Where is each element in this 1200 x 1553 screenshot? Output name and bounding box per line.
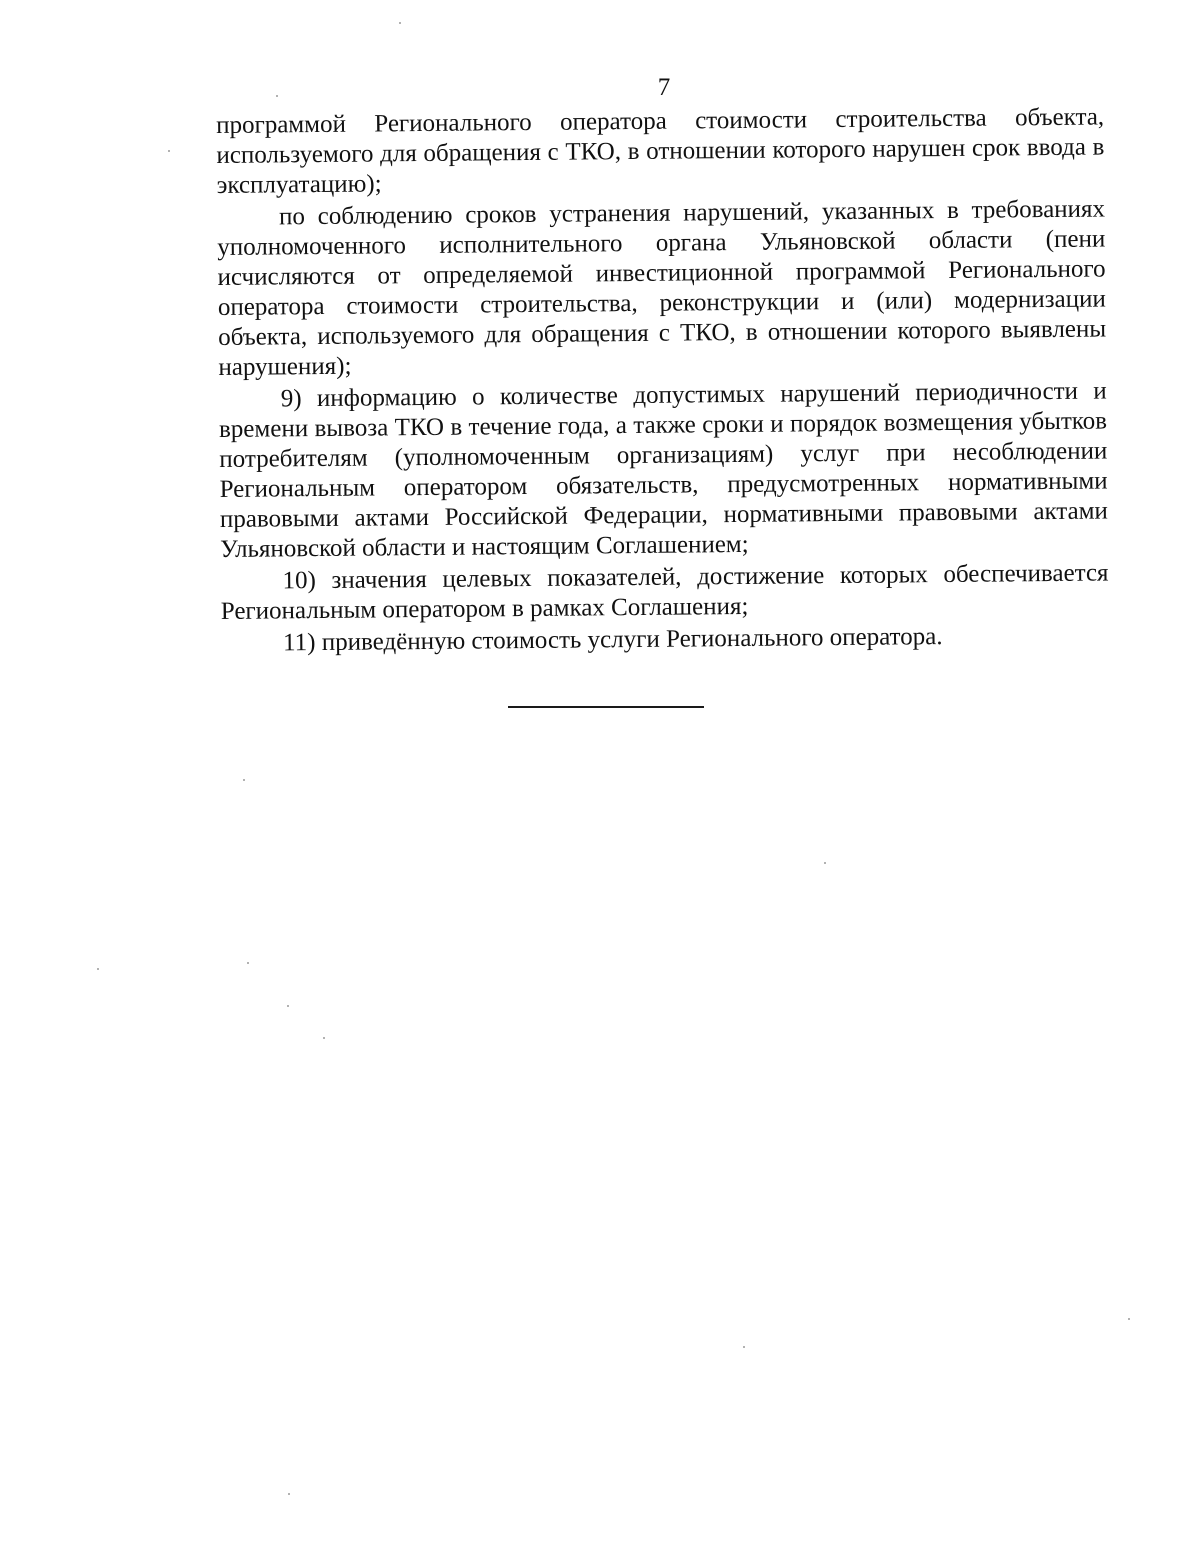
scan-speck	[1128, 1318, 1130, 1320]
paragraph-deadline-compliance: по соблюдению сроков устранения нарушений, указанных в требованиях уполномоченного исполнительного органа Ульяновской области (пени исчисляются от определяемой инвестиционной программой Регионального оператора стоимости строительства, реконструкции и (или) модернизации объекта, используемого для обращения с ТКО, в отношении которого выявлены нарушения);	[217, 195, 1107, 381]
scan-speck	[243, 779, 245, 781]
scan-speck	[276, 95, 278, 97]
scan-speck	[323, 1037, 325, 1039]
scan-speck	[743, 1346, 745, 1348]
document-body	[216, 102, 1109, 658]
paragraph-item-9: 9) информацию о количестве допустимых нарушений периодичности и времени вывоза ТКО в течение года, а также сроки и порядок возмещения убытков потребителям (уполномоченным организациям) услуг при несоблюдении Региональным оператором обязательств, предусмотренных нормативными правовыми актами Российской Федерации, нормативными правовыми актами Ульяновской области и настоящим Соглашением;	[218, 377, 1109, 563]
end-of-document-rule	[508, 706, 704, 708]
paragraph-item-11: 11) приведённую стоимость услуги Регионального оператора.	[282, 623, 943, 657]
paragraph-continuation: программой Регионального оператора стоимости строительства объекта, используемого для обращения с ТКО, в отношении которого нарушен срок ввода в эксплуатацию);	[216, 103, 1105, 199]
scan-speck	[288, 1493, 290, 1495]
page-number: 7	[657, 74, 671, 101]
paragraph-item-10: 10) значения целевых показателей, достижение которых обеспечивается Региональным оператором в рамках Соглашения;	[220, 559, 1109, 625]
scan-speck	[287, 1005, 289, 1007]
scan-speck	[168, 150, 170, 152]
scan-speck	[824, 862, 826, 864]
scan-speck	[399, 22, 401, 24]
scan-speck	[247, 962, 249, 964]
scan-speck	[97, 968, 99, 970]
